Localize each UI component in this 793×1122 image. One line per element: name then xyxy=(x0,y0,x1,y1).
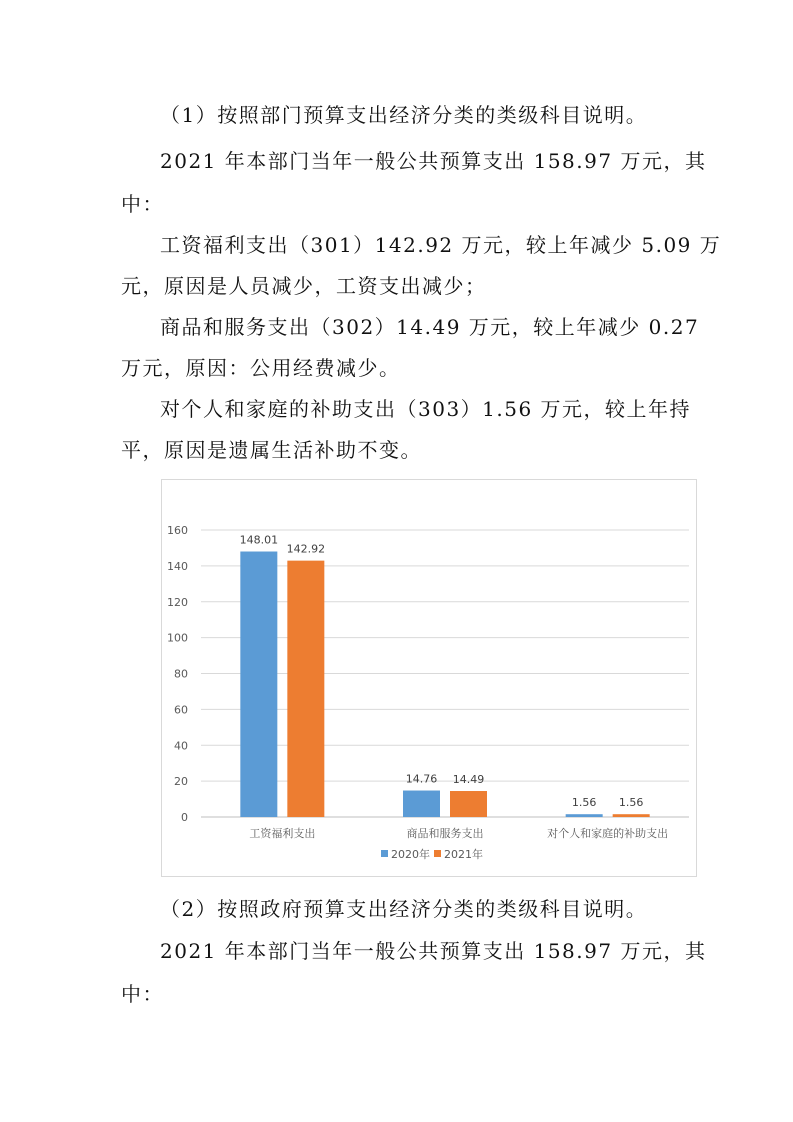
y-tick-label-8: 160 xyxy=(167,524,188,537)
data-label-0-1: 14.76 xyxy=(405,772,438,786)
paragraph-total-spending-line2: 中： xyxy=(121,192,164,216)
y-tick-label-2: 40 xyxy=(174,739,188,753)
x-tick-label-2: 对个人和家庭的补助支出 xyxy=(547,827,669,840)
bar-1-1 xyxy=(450,791,487,817)
expenditure-bar-chart xyxy=(161,479,697,877)
y-tick-label-1: 20 xyxy=(174,775,188,789)
paragraph-subsidies-line1: 对个人和家庭的补助支出（303）1.56 万元，较上年持 xyxy=(160,397,692,421)
legend-label-0: 2020年 xyxy=(391,848,430,861)
x-tick-label-0: 工资福利支出 xyxy=(249,827,316,840)
y-tick-label-3: 60 xyxy=(174,703,188,717)
data-label-1-0: 142.92 xyxy=(286,542,326,556)
bar-0-1 xyxy=(403,791,440,817)
heading-economic-class-government: （2）按照政府预算支出经济分类的类级科目说明。 xyxy=(160,897,648,921)
bar-0-0 xyxy=(240,552,277,817)
paragraph-goods-services-line1: 商品和服务支出（302）14.49 万元，较上年减少 0.27 xyxy=(160,315,700,339)
paragraph-total-spending-2-line1: 2021 年本部门当年一般公共预算支出 158.97 万元，其 xyxy=(160,939,707,963)
y-tick-label-5: 100 xyxy=(167,631,188,645)
paragraph-wages-line2: 元，原因是人员减少，工资支出减少； xyxy=(121,274,487,298)
y-tick-label-7: 140 xyxy=(167,559,188,573)
paragraph-total-spending-2-line2: 中： xyxy=(121,982,164,1006)
legend-swatch-0 xyxy=(381,850,388,857)
y-tick-label-0: 0 xyxy=(181,811,188,824)
x-tick-label-1: 商品和服务支出 xyxy=(406,827,484,840)
legend-swatch-1 xyxy=(434,850,441,857)
y-tick-label-4: 80 xyxy=(174,667,188,681)
heading-economic-class-department: （1）按照部门预算支出经济分类的类级科目说明。 xyxy=(160,103,648,127)
chart-svg xyxy=(162,480,696,876)
data-label-1-1: 14.49 xyxy=(452,773,485,787)
paragraph-wages-line1: 工资福利支出（301）142.92 万元，较上年减少 5.09 万 xyxy=(160,233,722,257)
y-tick-label-6: 120 xyxy=(167,595,188,609)
legend-label-1: 2021年 xyxy=(444,848,483,861)
data-label-0-0: 148.01 xyxy=(239,533,279,547)
bar-1-0 xyxy=(287,561,324,817)
data-label-1-2: 1.56 xyxy=(618,796,644,810)
data-label-0-2: 1.56 xyxy=(571,796,597,810)
bar-1-2 xyxy=(613,814,650,817)
paragraph-total-spending-line1: 2021 年本部门当年一般公共预算支出 158.97 万元，其 xyxy=(160,149,707,173)
paragraph-subsidies-line2: 平，原因是遗属生活补助不变。 xyxy=(121,438,422,462)
paragraph-goods-services-line2: 万元，原因：公用经费减少。 xyxy=(121,356,401,380)
bar-0-2 xyxy=(566,814,603,817)
